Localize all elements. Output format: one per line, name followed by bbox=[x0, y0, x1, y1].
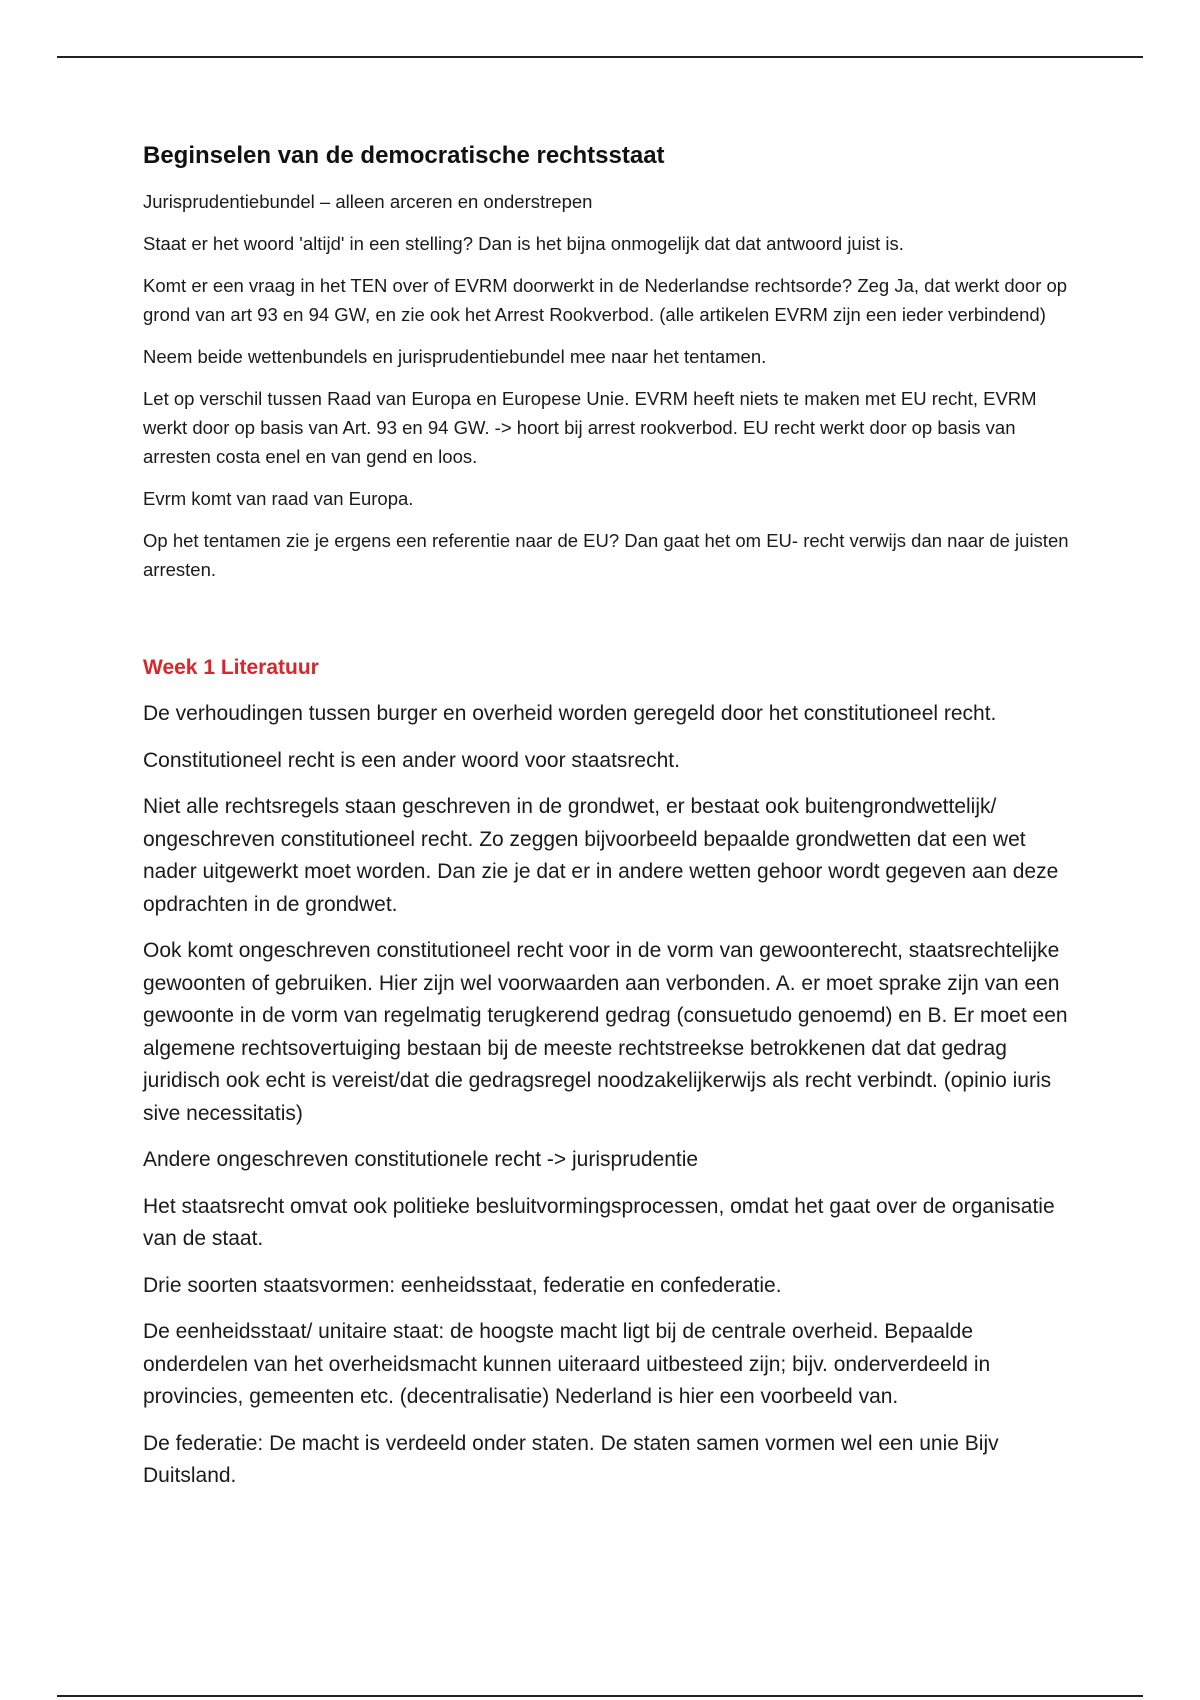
document-body bbox=[143, 140, 1083, 1507]
body-paragraph: De verhoudingen tussen burger en overheid worden geregeld door het constitutioneel recht. bbox=[143, 702, 997, 726]
intro-paragraph: Evrm komt van raad van Europa. bbox=[143, 488, 414, 510]
intro-paragraph: Let op verschil tussen Raad van Europa en Europese Unie. EVRM heeft niets te maken met EU recht, EVRM werkt door op basis van Art. 93 en 94 GW. -> hoort bij arrest rookverbod. EU recht werkt door op basis van arresten costa enel en van gend en loos. bbox=[143, 388, 1037, 468]
intro-paragraph: Op het tentamen zie je ergens een referentie naar de EU? Dan gaat het om EU- recht verwijs dan naar de juisten arresten. bbox=[143, 530, 1069, 581]
intro-paragraph: Neem beide wettenbundels en jurisprudentiebundel mee naar het tentamen. bbox=[143, 346, 767, 368]
intro-paragraph: Komt er een vraag in het TEN over of EVRM doorwerkt in de Nederlandse rechtsorde? Zeg Ja, dat werkt door op grond van art 93 en 94 GW, en zie ook het Arrest Rookverbod. (alle artikelen EVRM zijn een ieder verbindend) bbox=[143, 275, 1068, 326]
body-paragraph: Het staatsrecht omvat ook politieke besluitvormingsprocessen, omdat het gaat over de organisatie van de staat. bbox=[143, 1194, 1055, 1251]
body-paragraph: De federatie: De macht is verdeeld onder staten. De staten samen vormen wel een unie Bijv Duitsland. bbox=[143, 1431, 999, 1488]
document-title: Beginselen van de democratische rechtsstaat bbox=[143, 142, 665, 169]
footer-rule bbox=[57, 1695, 1143, 1697]
body-paragraph: Niet alle rechtsregels staan geschreven in de grondwet, er bestaat ook buitengrondwettelijk/ ongeschreven constitutioneel recht. Zo zeggen bijvoorbeeld bepaalde grondwetten dat een wet nader uitgewerkt moet worden. Dan zie je dat er in andere wetten gehoor wordt gegeven aan deze opdrachten in de grondwet. bbox=[143, 795, 1059, 916]
body-paragraph: Drie soorten staatsvormen: eenheidsstaat, federatie en confederatie. bbox=[143, 1273, 782, 1297]
body-paragraph: Ook komt ongeschreven constitutioneel recht voor in de vorm van gewoonterecht, staatsrechtelijke gewoonten of gebruiken. Hier zijn wel voorwaarden aan verbonden. A. er moet sprake zijn van een gewoonte in de vorm van regelmatig terugkerend gedrag (consuetudo genoemd) en B. Er moet een algemene rechtsovertuiging bestaan bij de meeste rechtstreekse betrokkenen dat dat gedrag juridisch ook echt is vereist/dat die gedragsregel noodzakelijkerwijs als recht verbindt. (opinio iuris sive necessitatis) bbox=[143, 939, 1068, 1125]
intro-paragraph: Staat er het woord 'altijd' in een stelling? Dan is het bijna onmogelijk dat dat antwoord juist is. bbox=[143, 233, 904, 255]
body-paragraph: Andere ongeschreven constitutionele recht -> jurisprudentie bbox=[143, 1148, 699, 1172]
body-paragraph: Constitutioneel recht is een ander woord voor staatsrecht. bbox=[143, 748, 680, 772]
intro-paragraph: Jurisprudentiebundel – alleen arceren en onderstrepen bbox=[143, 191, 593, 213]
body-paragraph: De eenheidsstaat/ unitaire staat: de hoogste macht ligt bij de centrale overheid. Bepaalde onderdelen van het overheidsmacht kunnen uiteraard uitbesteed zijn; bijv. onderverdeeld in provincies, gemeenten etc. (decentralisatie) Nederland is hier een voorbeeld van. bbox=[143, 1320, 991, 1409]
week-1-literature bbox=[143, 698, 1083, 1493]
intro-notes bbox=[143, 187, 1083, 584]
header-rule bbox=[57, 56, 1143, 58]
section-heading-week-1: Week 1 Literatuur bbox=[143, 656, 319, 680]
